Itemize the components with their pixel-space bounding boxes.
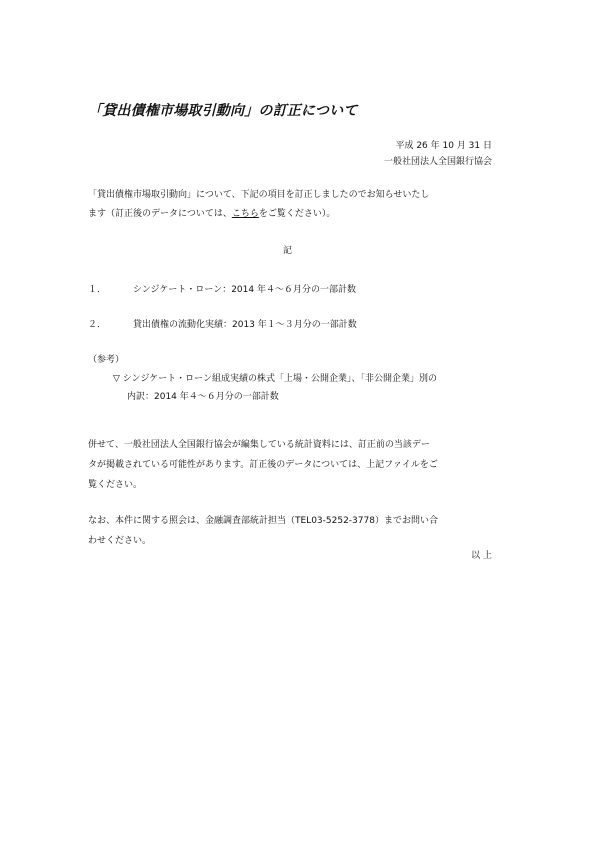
intro-line-1: 「貸出債権市場取引動向」について、下記の項目を訂正しましたのでお知らせいたし [88, 190, 430, 200]
paragraph-2-line-3: 覧ください。 [88, 480, 143, 490]
reference-line-1: ▽ シンジケート・ローン組成実績の株式「上場・公開企業」、「非公開企業」別の [113, 374, 437, 384]
paragraph-3-line-1: なお、本件に関する照会は、金融調査部統計担当（TEL03-5252-3778）までお問い合 [88, 516, 438, 526]
paragraph-3-line-2: わせください。 [88, 536, 152, 546]
closing-mark: 以 上 [471, 551, 492, 561]
corrected-data-link[interactable]: こちら [231, 209, 259, 219]
issue-date: 平成 26 年 10 月 31 日 [395, 141, 492, 151]
reference-label: （参考） [88, 355, 125, 365]
organization-name: 一般社団法人全国銀行協会 [383, 157, 492, 167]
list-item [88, 282, 356, 295]
ki-heading: 記 [283, 246, 293, 256]
list-item [88, 317, 357, 330]
paragraph-2-line-1: 併せて、一般社団法人全国銀行協会が編集している統計資料には、訂正前の当該デー [88, 440, 430, 450]
intro-line-2-after: をご覧ください）。 [258, 209, 336, 219]
list-item-text: 貸出債権の流動化実績：2013 年１～３月分の一部計数 [133, 320, 357, 330]
paragraph-2-line-2: タが掲載されている可能性があります。訂正後のデータについては、上記ファイルをご [88, 460, 438, 470]
intro-line-2 [88, 205, 498, 224]
intro-line-2-before: ます（訂正後のデータについては、 [88, 209, 232, 219]
page-title: 「貸出債権市場取引動向」の訂正について [88, 103, 358, 119]
reference-line-2: 内訳：2014 年４～６月分の一部計数 [127, 392, 279, 402]
list-item-number: ２． [88, 320, 107, 330]
list-item-number: １． [88, 285, 107, 295]
list-item-text: シンジケート・ローン：2014 年４～６月分の一部計数 [133, 285, 356, 295]
